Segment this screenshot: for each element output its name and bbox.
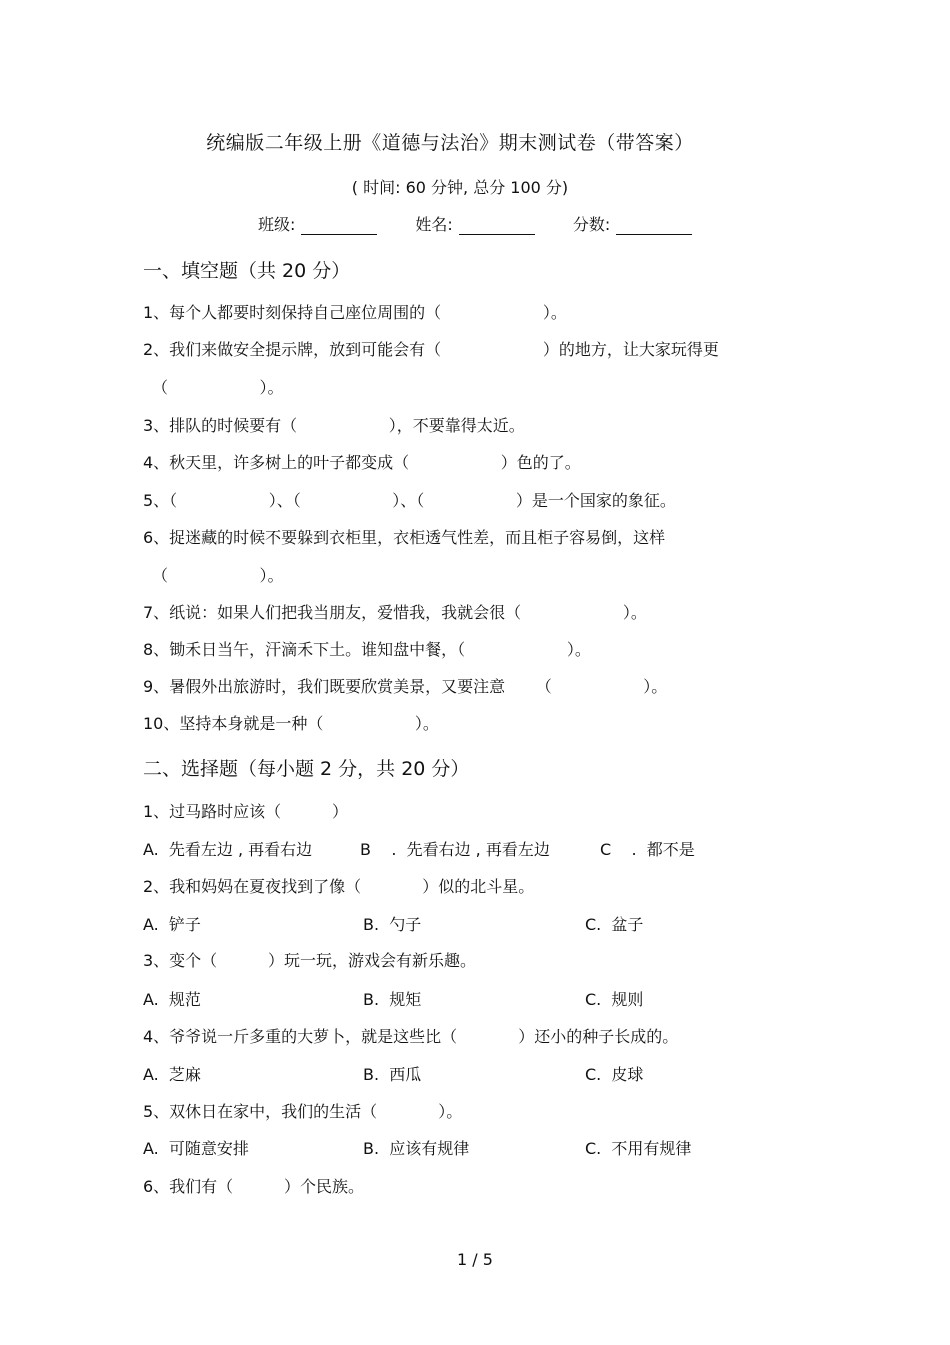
question-2-4: 4、爷爷说一斤多重的大萝卜，就是这些比（ ）还小的种子长成的。	[143, 1027, 679, 1046]
option-c: C. 规则	[585, 990, 644, 1009]
option-c: C. 皮球	[585, 1065, 644, 1084]
option-c: C . 都不是	[600, 840, 695, 859]
option-a: A. 规范	[143, 990, 201, 1009]
page-title: 统编版二年级上册《道德与法治》期末测试卷（带答案）	[206, 132, 694, 154]
score-field	[573, 212, 692, 235]
name-blank-line	[459, 216, 535, 235]
question-1-5: 5、（ ）、（ ）、（ ）是一个国家的象征。	[143, 491, 676, 510]
question-2-3-options	[143, 987, 843, 1009]
student-info-row	[258, 212, 730, 235]
question-2-4-options	[143, 1062, 843, 1084]
class-field	[258, 212, 377, 235]
question-2-5: 5、双休日在家中，我们的生活（ ）。	[143, 1102, 463, 1121]
question-1-1: 1、每个人都要时刻保持自己座位周围的（ ）。	[143, 303, 567, 322]
question-2-1-options	[143, 837, 843, 859]
question-2-6: 6、我们有（ ）个民族。	[143, 1177, 365, 1196]
question-1-6: 6、捉迷藏的时候不要躲到衣柜里，衣柜透气性差，而且柜子容易倒，这样	[143, 528, 666, 547]
score-label: 分数:	[572, 215, 611, 234]
section-heading-multiple-choice: 二、选择题（每小题 2 分，共 20 分）	[143, 758, 470, 780]
page-number: 1 / 5	[457, 1250, 493, 1269]
question-1-6-continued: （ ）。	[152, 566, 284, 585]
option-b: B. 勺子	[363, 915, 422, 934]
question-2-3: 3、变个（ ）玩一玩，游戏会有新乐趣。	[143, 951, 477, 970]
question-1-2: 2、我们来做安全提示牌，放到可能会有（ ）的地方，让大家玩得更	[143, 340, 719, 359]
option-b: B. 西瓜	[363, 1065, 422, 1084]
option-a: A. 铲子	[143, 915, 201, 934]
name-field	[415, 212, 534, 235]
option-b: B . 先看右边 , 再看左边	[360, 840, 550, 859]
question-1-4: 4、秋天里，许多树上的叶子都变成（ ）色的了。	[143, 453, 581, 472]
option-b: B. 规矩	[363, 990, 422, 1009]
question-2-2-options	[143, 912, 843, 934]
exam-info-subtitle: ( 时间: 60 分钟, 总分 100 分)	[351, 178, 569, 197]
question-2-5-options	[143, 1136, 843, 1158]
option-a: A. 先看左边 , 再看右边	[143, 840, 313, 859]
question-2-2: 2、我和妈妈在夏夜找到了像（ ）似的北斗星。	[143, 877, 535, 896]
option-c: C. 不用有规律	[585, 1139, 692, 1158]
question-2-1: 1、过马路时应该（ ）	[143, 802, 349, 821]
question-1-10: 10、坚持本身就是一种（ ）。	[143, 714, 439, 733]
class-blank-line	[301, 216, 377, 235]
question-1-2-continued: （ ）。	[152, 378, 284, 397]
section-heading-fill-blank: 一、填空题（共 20 分）	[143, 260, 351, 282]
option-b: B. 应该有规律	[363, 1139, 470, 1158]
option-a: A. 芝麻	[143, 1065, 201, 1084]
question-1-7: 7、纸说：如果人们把我当朋友，爱惜我，我就会很（ ）。	[143, 603, 647, 622]
question-1-9: 9、暑假外出旅游时，我们既要欣赏美景，又要注意 （ ）。	[143, 677, 668, 696]
option-a: A. 可随意安排	[143, 1139, 249, 1158]
name-label: 姓名:	[415, 215, 453, 234]
option-c: C. 盆子	[585, 915, 644, 934]
score-blank-line	[616, 216, 692, 235]
question-1-3: 3、排队的时候要有（ ），不要靠得太近。	[143, 416, 525, 435]
class-label: 班级:	[258, 215, 296, 234]
question-1-8: 8、锄禾日当午，汗滴禾下土。谁知盘中餐，（ ）。	[143, 640, 591, 659]
